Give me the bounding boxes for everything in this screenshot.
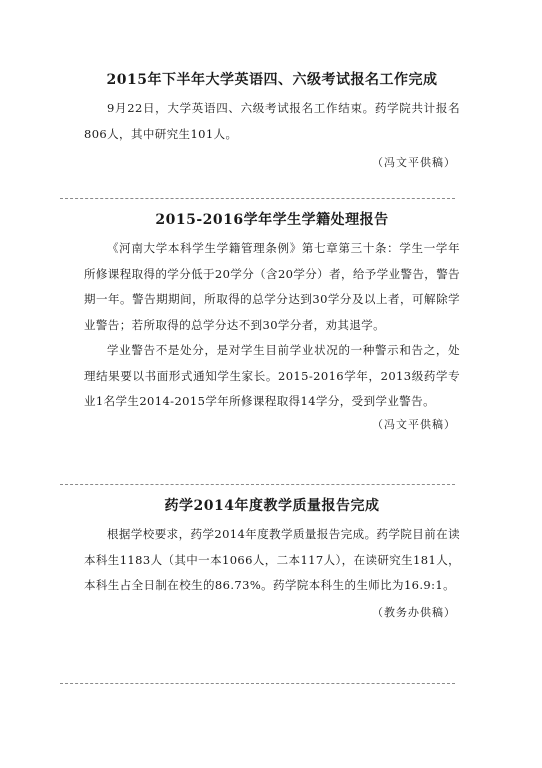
article-quality-report bbox=[84, 496, 460, 623]
article-title: 药学2014年度教学质量报告完成 bbox=[164, 498, 380, 514]
article-paragraph: 9月22日，大学英语四、六级考试报名工作结束。药学院共计报名806人，其中研究生101人。 bbox=[84, 101, 460, 141]
article-paragraph: 《河南大学本科学生学籍管理条例》第七章第三十条：学生一学年所修课程取得的学分低于20学分（含20学分）者，给予学业警告，警告期一年。警告期期间，所取得的总学分达到30学分及以上者，可解除学业警告；若所取得的总学分达不到30学分者，劝其退学。 bbox=[84, 241, 460, 332]
article-title: 2015年下半年大学英语四、六级考试报名工作完成 bbox=[106, 72, 438, 88]
section-divider bbox=[60, 198, 455, 199]
article-cet-registration bbox=[84, 70, 460, 173]
article-title: 2015-2016学年学生学籍处理报告 bbox=[155, 212, 389, 228]
article-source: （冯文平供稿） bbox=[372, 156, 456, 169]
article-paragraph: 学业警告不是处分，是对学生目前学业状况的一种警示和告之，处理结果要以书面形式通知学生家长。2015-2016学年，2013级药学专业1名学生2014-2015学年所修课程取得14学分，受到学业警告。 bbox=[84, 343, 460, 408]
article-paragraph: 根据学校要求，药学2014年度教学质量报告完成。药学院目前在读本科生1183人（其中一本1066人，二本117人），在读研究生181人，本科生占全日制在校生的86.73%。药学院本科生的生师比为16.9:1。 bbox=[84, 527, 460, 592]
article-status-report bbox=[84, 210, 460, 435]
section-divider bbox=[60, 683, 455, 684]
article-source: （冯文平供稿） bbox=[372, 417, 456, 431]
article-source: （教务办供稿） bbox=[372, 605, 456, 619]
section-divider bbox=[60, 484, 455, 485]
